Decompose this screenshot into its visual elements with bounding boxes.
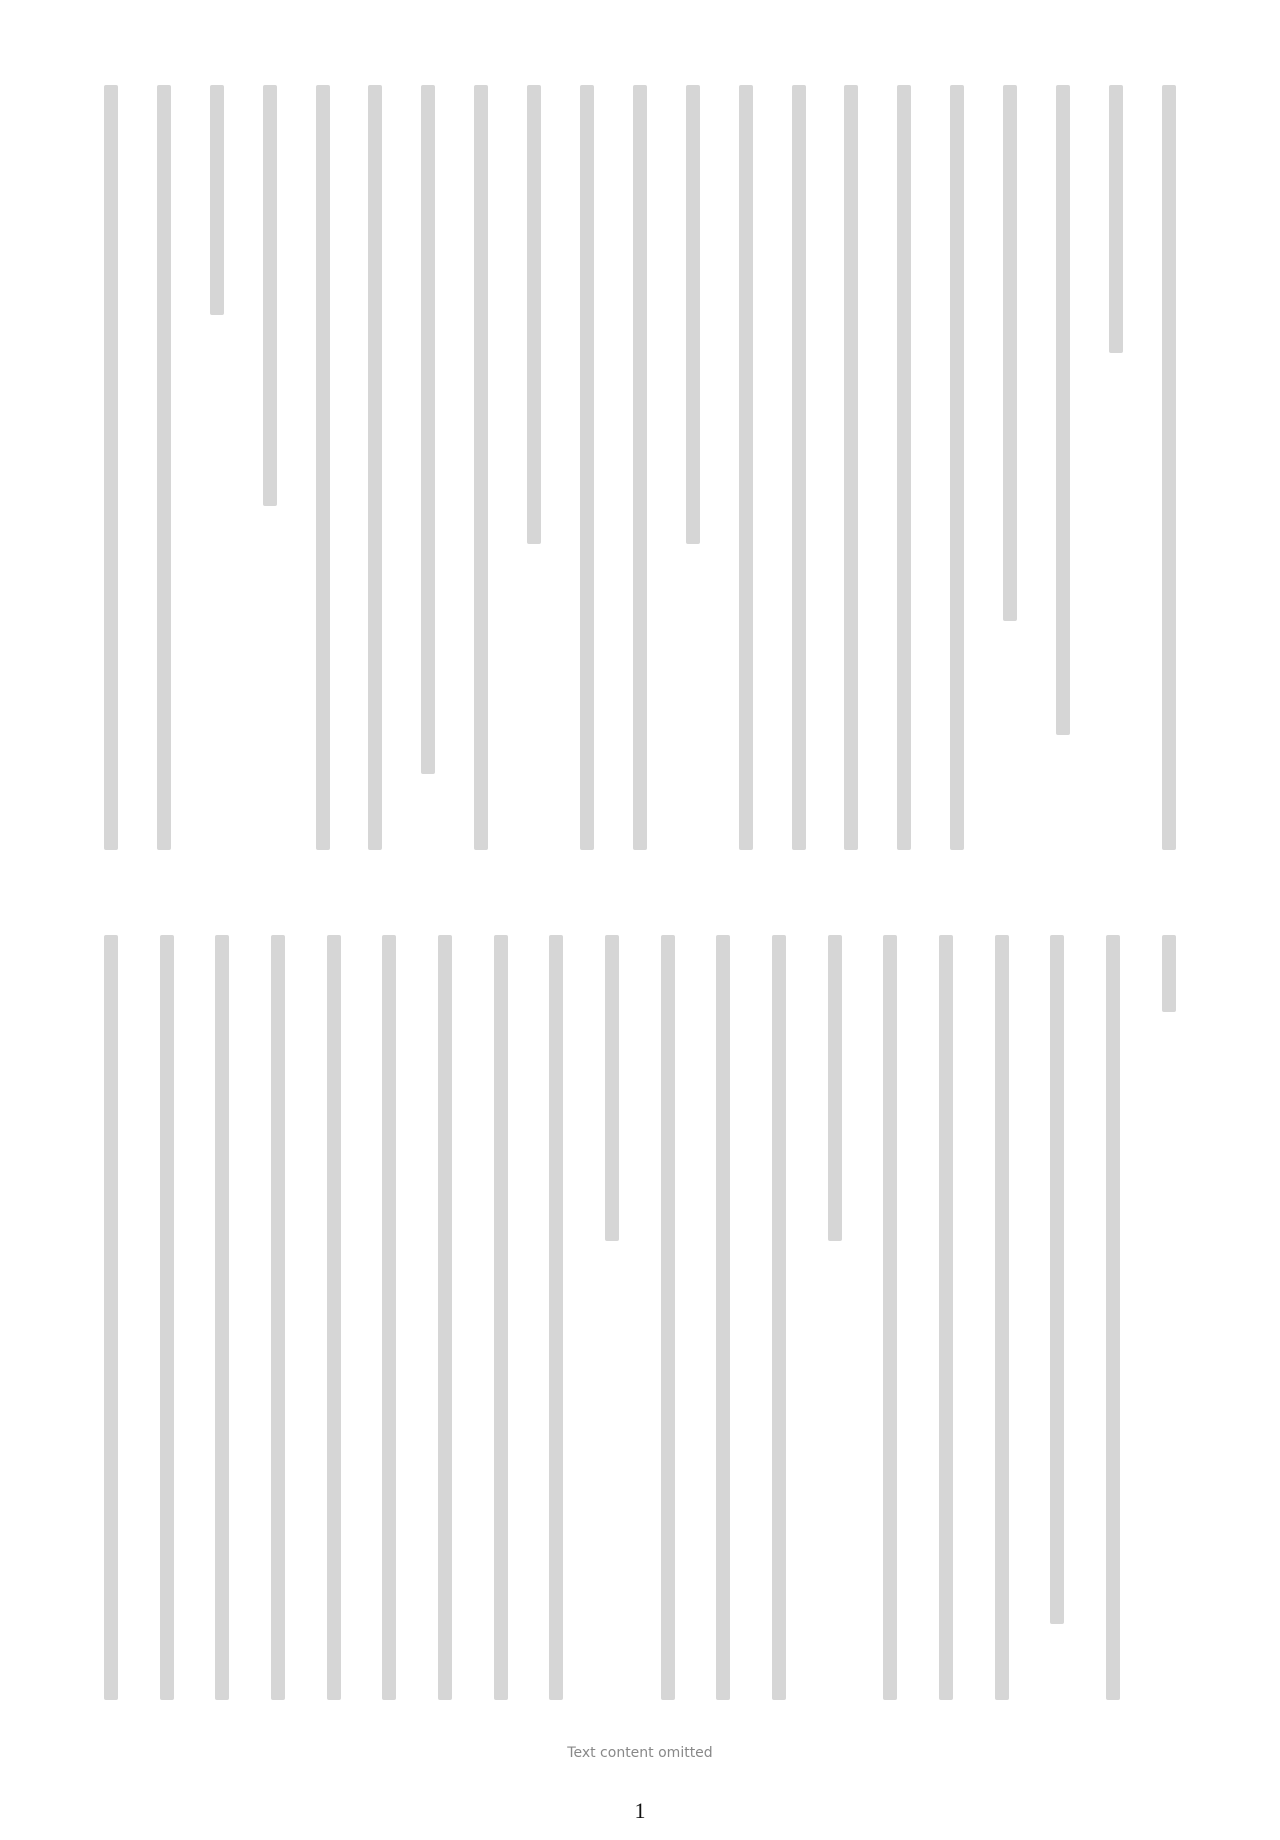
redacted-line [995, 935, 1009, 1700]
text-column [879, 935, 901, 1700]
text-column [657, 935, 679, 1700]
redacted-line [104, 85, 118, 850]
redacted-line [494, 935, 508, 1700]
redacted-line [580, 85, 594, 850]
redacted-line [686, 85, 700, 544]
text-column [211, 935, 233, 1700]
redacted-line [897, 85, 911, 850]
text-column [1052, 85, 1074, 850]
text-column [788, 85, 810, 850]
page-number: 1 [634, 1798, 646, 1823]
text-column [935, 935, 957, 1700]
text-column [576, 85, 598, 850]
text-column [991, 935, 1013, 1700]
redacted-line [1109, 85, 1123, 353]
redacted-line [772, 935, 786, 1700]
text-column [545, 935, 567, 1700]
text-column [100, 85, 122, 850]
redacted-line [828, 935, 842, 1241]
redacted-line [792, 85, 806, 850]
redacted-line [368, 85, 382, 850]
redacted-line [633, 85, 647, 850]
text-column [999, 85, 1021, 850]
text-column [601, 935, 623, 1700]
redacted-line [605, 935, 619, 1241]
text-column [1105, 85, 1127, 850]
redacted-line [215, 935, 229, 1700]
redacted-line [316, 85, 330, 850]
redacted-line [104, 935, 118, 1700]
text-column [490, 935, 512, 1700]
redacted-line [844, 85, 858, 850]
text-column [682, 85, 704, 850]
text-column [1046, 935, 1068, 1700]
redacted-line [210, 85, 224, 315]
redacted-line [549, 935, 563, 1700]
text-column [735, 85, 757, 850]
redacted-line [716, 935, 730, 1700]
redacted-line [1162, 85, 1176, 850]
redacted-line [421, 85, 435, 774]
text-column [156, 935, 178, 1700]
text-column [946, 85, 968, 850]
text-column [1158, 935, 1180, 1700]
redacted-line [527, 85, 541, 544]
redacted-line [739, 85, 753, 850]
text-column [323, 935, 345, 1700]
redacted-line [263, 85, 277, 506]
text-column [378, 935, 400, 1700]
redacted-line [661, 935, 675, 1700]
text-column [523, 85, 545, 850]
text-block-top [100, 85, 1180, 850]
text-column [100, 935, 122, 1700]
redacted-line [157, 85, 171, 850]
text-column [824, 935, 846, 1700]
redacted-line [382, 935, 396, 1700]
text-column [417, 85, 439, 850]
text-column [434, 935, 456, 1700]
redacted-line [950, 85, 964, 850]
redacted-line [1003, 85, 1017, 621]
text-column [712, 935, 734, 1700]
redacted-line [1050, 935, 1064, 1624]
text-column [629, 85, 651, 850]
redacted-line [1106, 935, 1120, 1700]
text-column [893, 85, 915, 850]
redacted-line [271, 935, 285, 1700]
redacted-line [1162, 935, 1176, 1012]
text-column [470, 85, 492, 850]
text-block-bottom [100, 935, 1180, 1700]
text-column [768, 935, 790, 1700]
text-column [312, 85, 334, 850]
redacted-line [160, 935, 174, 1700]
text-column [206, 85, 228, 850]
text-column [840, 85, 862, 850]
redacted-line [327, 935, 341, 1700]
text-column [259, 85, 281, 850]
text-column [1102, 935, 1124, 1700]
redacted-line [1056, 85, 1070, 735]
text-column [267, 935, 289, 1700]
text-column [364, 85, 386, 850]
text-column [1158, 85, 1180, 850]
redacted-line [883, 935, 897, 1700]
text-column [153, 85, 175, 850]
redacted-line [939, 935, 953, 1700]
redacted-line [474, 85, 488, 850]
redacted-line [438, 935, 452, 1700]
redaction-notice: Text content omitted [567, 1745, 713, 1761]
